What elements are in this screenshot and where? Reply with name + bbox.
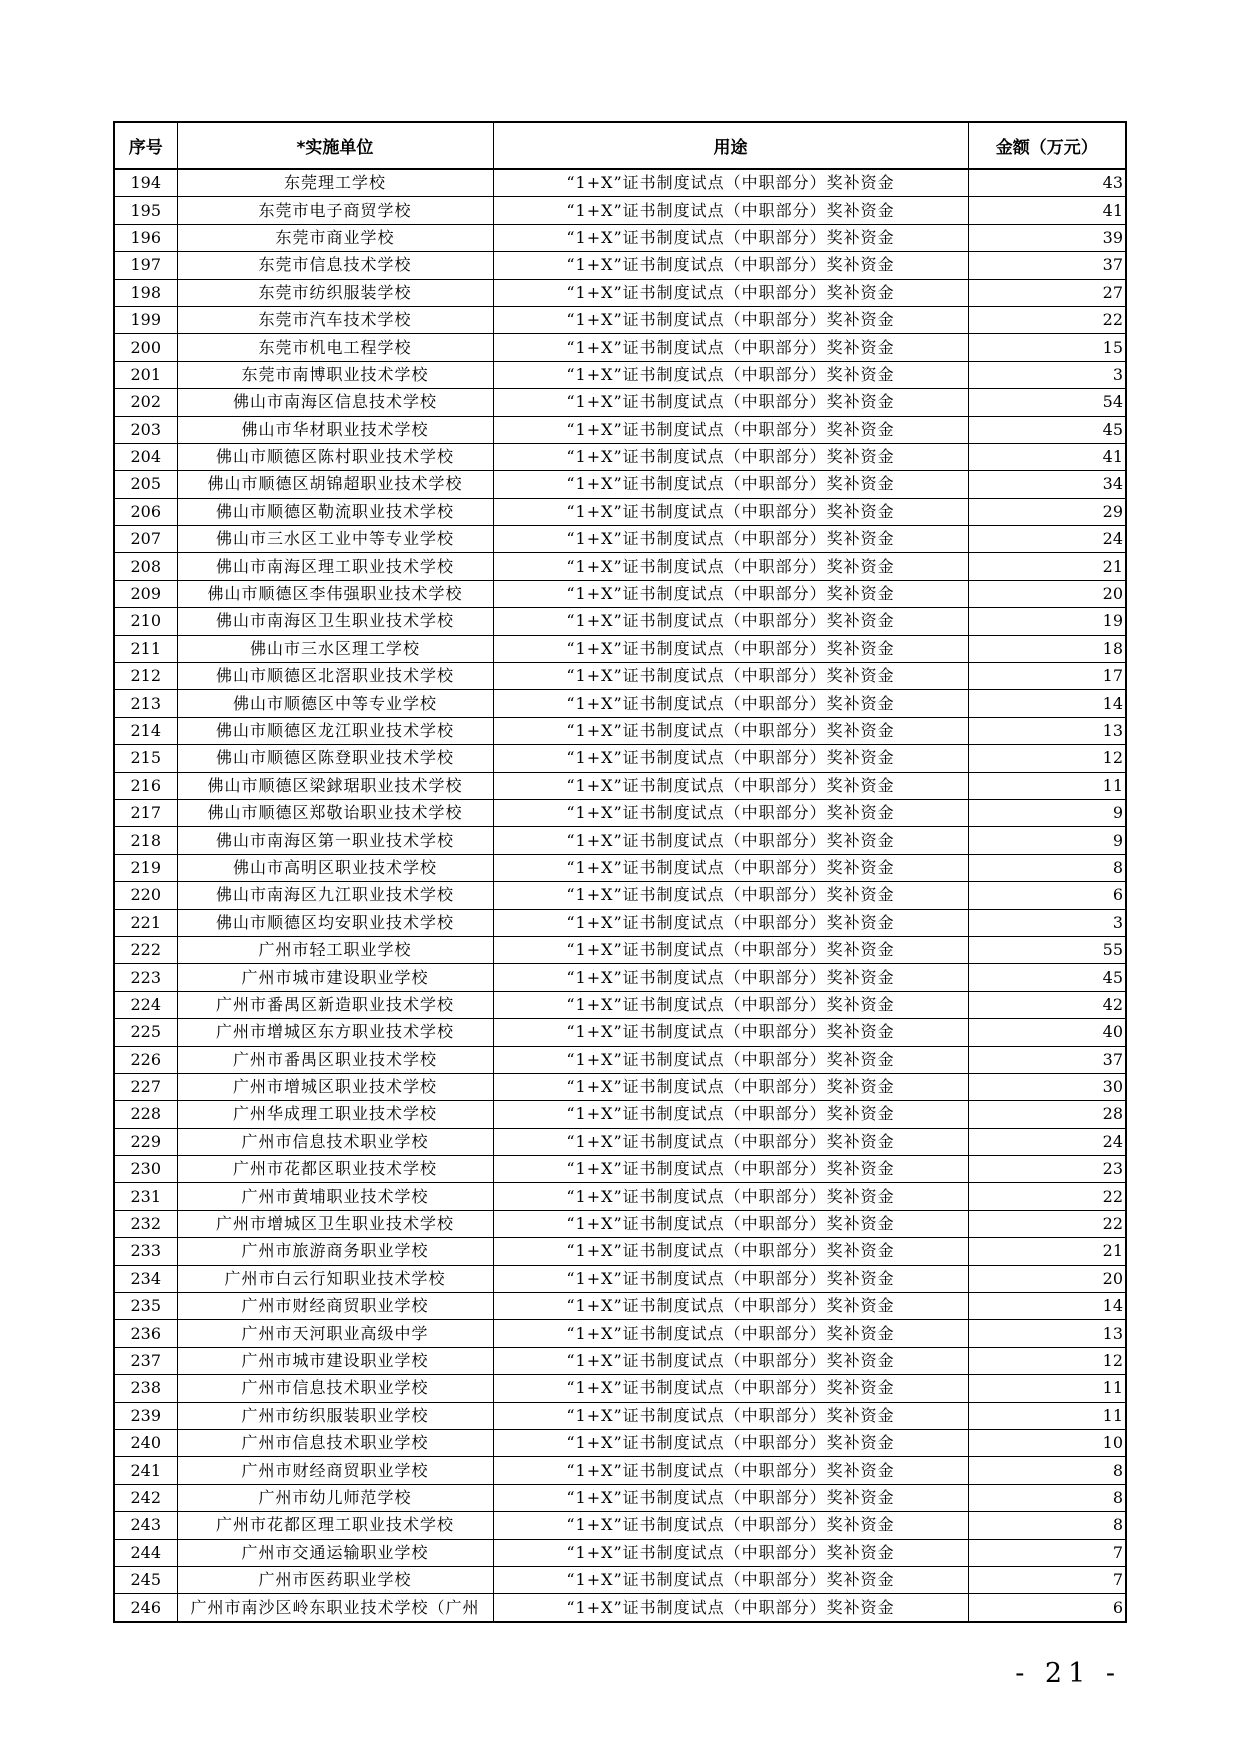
row-purpose: “1+X”证书制度试点（中职部分）奖补资金 (493, 1375, 968, 1402)
row-serial-number: 231 (114, 1183, 177, 1210)
row-implementing-unit: 佛山市南海区信息技术学校 (177, 389, 493, 416)
row-purpose: “1+X”证书制度试点（中职部分）奖补资金 (493, 498, 968, 525)
row-purpose: “1+X”证书制度试点（中职部分）奖补资金 (493, 1402, 968, 1429)
row-serial-number: 246 (114, 1594, 177, 1622)
row-implementing-unit: 广州市城市建设职业学校 (177, 1347, 493, 1374)
row-serial-number: 234 (114, 1265, 177, 1292)
allocation-table (113, 121, 1127, 1623)
row-purpose: “1+X”证书制度试点（中职部分）奖补资金 (493, 854, 968, 881)
row-serial-number: 242 (114, 1484, 177, 1511)
row-serial-number: 232 (114, 1210, 177, 1237)
row-amount: 22 (968, 1210, 1126, 1237)
row-serial-number: 235 (114, 1293, 177, 1320)
row-serial-number: 215 (114, 745, 177, 772)
row-serial-number: 230 (114, 1156, 177, 1183)
row-amount: 10 (968, 1429, 1126, 1456)
row-amount: 11 (968, 772, 1126, 799)
row-implementing-unit: 佛山市顺德区龙江职业技术学校 (177, 717, 493, 744)
row-amount: 19 (968, 608, 1126, 635)
row-implementing-unit: 东莞市商业学校 (177, 224, 493, 251)
row-amount: 8 (968, 1512, 1126, 1539)
row-implementing-unit: 东莞市汽车技术学校 (177, 306, 493, 333)
table-row (114, 306, 1126, 333)
row-implementing-unit: 广州市财经商贸职业学校 (177, 1457, 493, 1484)
row-purpose: “1+X”证书制度试点（中职部分）奖补资金 (493, 279, 968, 306)
table-row (114, 1210, 1126, 1237)
row-implementing-unit: 东莞市南博职业技术学校 (177, 361, 493, 388)
row-amount: 29 (968, 498, 1126, 525)
row-implementing-unit: 佛山市顺德区均安职业技术学校 (177, 909, 493, 936)
row-serial-number: 241 (114, 1457, 177, 1484)
row-amount: 8 (968, 1457, 1126, 1484)
row-implementing-unit: 广州市信息技术职业学校 (177, 1375, 493, 1402)
row-purpose: “1+X”证书制度试点（中职部分）奖补资金 (493, 827, 968, 854)
row-amount: 7 (968, 1566, 1126, 1593)
row-serial-number: 227 (114, 1073, 177, 1100)
row-purpose: “1+X”证书制度试点（中职部分）奖补资金 (493, 772, 968, 799)
row-implementing-unit: 佛山市顺德区郑敬诒职业技术学校 (177, 799, 493, 826)
row-purpose: “1+X”证书制度试点（中职部分）奖补资金 (493, 1210, 968, 1237)
row-serial-number: 228 (114, 1101, 177, 1128)
row-amount: 54 (968, 389, 1126, 416)
header-implementing-unit: *实施单位 (177, 122, 493, 169)
row-implementing-unit: 广州市幼儿师范学校 (177, 1484, 493, 1511)
row-amount: 27 (968, 279, 1126, 306)
table-row (114, 1484, 1126, 1511)
table-row (114, 1402, 1126, 1429)
row-purpose: “1+X”证书制度试点（中职部分）奖补资金 (493, 1156, 968, 1183)
row-serial-number: 199 (114, 306, 177, 333)
table-row (114, 1073, 1126, 1100)
row-implementing-unit: 广州市信息技术职业学校 (177, 1128, 493, 1155)
row-serial-number: 201 (114, 361, 177, 388)
row-purpose: “1+X”证书制度试点（中职部分）奖补资金 (493, 306, 968, 333)
row-implementing-unit: 东莞理工学校 (177, 169, 493, 197)
row-implementing-unit: 广州市旅游商务职业学校 (177, 1238, 493, 1265)
table-row (114, 827, 1126, 854)
header-purpose: 用途 (493, 122, 968, 169)
row-serial-number: 226 (114, 1046, 177, 1073)
row-amount: 55 (968, 936, 1126, 963)
table-row (114, 745, 1126, 772)
row-implementing-unit: 东莞市机电工程学校 (177, 334, 493, 361)
row-purpose: “1+X”证书制度试点（中职部分）奖补资金 (493, 663, 968, 690)
row-implementing-unit: 广州市增城区职业技术学校 (177, 1073, 493, 1100)
table-row (114, 1183, 1126, 1210)
row-serial-number: 216 (114, 772, 177, 799)
row-purpose: “1+X”证书制度试点（中职部分）奖补资金 (493, 1183, 968, 1210)
row-serial-number: 197 (114, 252, 177, 279)
table-row (114, 1156, 1126, 1183)
table-row (114, 1293, 1126, 1320)
row-amount: 30 (968, 1073, 1126, 1100)
row-purpose: “1+X”证书制度试点（中职部分）奖补资金 (493, 443, 968, 470)
row-serial-number: 213 (114, 690, 177, 717)
row-implementing-unit: 广州市纺织服装职业学校 (177, 1402, 493, 1429)
row-purpose: “1+X”证书制度试点（中职部分）奖补资金 (493, 1566, 968, 1593)
row-implementing-unit: 佛山市华材职业技术学校 (177, 416, 493, 443)
row-purpose: “1+X”证书制度试点（中职部分）奖补资金 (493, 389, 968, 416)
row-serial-number: 237 (114, 1347, 177, 1374)
row-implementing-unit: 佛山市顺德区中等专业学校 (177, 690, 493, 717)
row-serial-number: 212 (114, 663, 177, 690)
table-row (114, 936, 1126, 963)
row-serial-number: 194 (114, 169, 177, 197)
row-amount: 3 (968, 361, 1126, 388)
row-implementing-unit: 广州市财经商贸职业学校 (177, 1293, 493, 1320)
row-implementing-unit: 东莞市纺织服装学校 (177, 279, 493, 306)
row-implementing-unit: 广州市增城区东方职业技术学校 (177, 1019, 493, 1046)
row-implementing-unit: 广州市番禺区新造职业技术学校 (177, 991, 493, 1018)
row-serial-number: 204 (114, 443, 177, 470)
row-implementing-unit: 广州华成理工职业技术学校 (177, 1101, 493, 1128)
table-row (114, 772, 1126, 799)
row-amount: 23 (968, 1156, 1126, 1183)
row-amount: 20 (968, 1265, 1126, 1292)
row-amount: 12 (968, 745, 1126, 772)
row-amount: 15 (968, 334, 1126, 361)
table-row (114, 498, 1126, 525)
row-implementing-unit: 广州市增城区卫生职业技术学校 (177, 1210, 493, 1237)
row-purpose: “1+X”证书制度试点（中职部分）奖补资金 (493, 1320, 968, 1347)
row-purpose: “1+X”证书制度试点（中职部分）奖补资金 (493, 991, 968, 1018)
row-amount: 8 (968, 854, 1126, 881)
row-implementing-unit: 佛山市三水区理工学校 (177, 635, 493, 662)
table-row (114, 1265, 1126, 1292)
row-implementing-unit: 佛山市南海区理工职业技术学校 (177, 553, 493, 580)
row-purpose: “1+X”证书制度试点（中职部分）奖补资金 (493, 1046, 968, 1073)
row-purpose: “1+X”证书制度试点（中职部分）奖补资金 (493, 882, 968, 909)
table-row (114, 471, 1126, 498)
row-implementing-unit: 佛山市顺德区勒流职业技术学校 (177, 498, 493, 525)
table-row (114, 224, 1126, 251)
row-implementing-unit: 佛山市顺德区陈村职业技术学校 (177, 443, 493, 470)
row-serial-number: 210 (114, 608, 177, 635)
row-implementing-unit: 广州市黄埔职业技术学校 (177, 1183, 493, 1210)
table-row (114, 169, 1126, 197)
row-purpose: “1+X”证书制度试点（中职部分）奖补资金 (493, 799, 968, 826)
row-serial-number: 245 (114, 1566, 177, 1593)
row-amount: 20 (968, 580, 1126, 607)
table-row (114, 1347, 1126, 1374)
row-serial-number: 243 (114, 1512, 177, 1539)
row-serial-number: 233 (114, 1238, 177, 1265)
row-purpose: “1+X”证书制度试点（中职部分）奖补资金 (493, 1101, 968, 1128)
row-purpose: “1+X”证书制度试点（中职部分）奖补资金 (493, 1484, 968, 1511)
row-amount: 9 (968, 799, 1126, 826)
table-row (114, 361, 1126, 388)
row-serial-number: 207 (114, 526, 177, 553)
row-amount: 13 (968, 717, 1126, 744)
row-amount: 41 (968, 443, 1126, 470)
table-row (114, 1457, 1126, 1484)
table-row (114, 389, 1126, 416)
row-implementing-unit: 佛山市南海区卫生职业技术学校 (177, 608, 493, 635)
row-amount: 11 (968, 1375, 1126, 1402)
row-serial-number: 205 (114, 471, 177, 498)
table-row (114, 964, 1126, 991)
row-amount: 6 (968, 1594, 1126, 1622)
row-implementing-unit: 佛山市顺德区李伟强职业技术学校 (177, 580, 493, 607)
row-purpose: “1+X”证书制度试点（中职部分）奖补资金 (493, 580, 968, 607)
row-amount: 7 (968, 1539, 1126, 1566)
row-serial-number: 238 (114, 1375, 177, 1402)
row-implementing-unit: 佛山市顺德区梁銶琚职业技术学校 (177, 772, 493, 799)
header-serial-number: 序号 (114, 122, 177, 169)
row-implementing-unit: 佛山市顺德区陈登职业技术学校 (177, 745, 493, 772)
row-implementing-unit: 广州市天河职业高级中学 (177, 1320, 493, 1347)
row-purpose: “1+X”证书制度试点（中职部分）奖补资金 (493, 1073, 968, 1100)
table-row (114, 799, 1126, 826)
table-row (114, 690, 1126, 717)
row-amount: 24 (968, 526, 1126, 553)
row-purpose: “1+X”证书制度试点（中职部分）奖补资金 (493, 1429, 968, 1456)
table-body (114, 169, 1126, 1622)
table-row (114, 635, 1126, 662)
row-purpose: “1+X”证书制度试点（中职部分）奖补资金 (493, 1238, 968, 1265)
row-purpose: “1+X”证书制度试点（中职部分）奖补资金 (493, 197, 968, 224)
row-serial-number: 220 (114, 882, 177, 909)
row-implementing-unit: 佛山市南海区九江职业技术学校 (177, 882, 493, 909)
row-amount: 9 (968, 827, 1126, 854)
row-implementing-unit: 广州市轻工职业学校 (177, 936, 493, 963)
row-purpose: “1+X”证书制度试点（中职部分）奖补资金 (493, 635, 968, 662)
row-amount: 13 (968, 1320, 1126, 1347)
row-amount: 14 (968, 1293, 1126, 1320)
row-serial-number: 202 (114, 389, 177, 416)
row-purpose: “1+X”证书制度试点（中职部分）奖补资金 (493, 169, 968, 197)
row-amount: 18 (968, 635, 1126, 662)
row-amount: 11 (968, 1402, 1126, 1429)
row-purpose: “1+X”证书制度试点（中职部分）奖补资金 (493, 608, 968, 635)
row-purpose: “1+X”证书制度试点（中职部分）奖补资金 (493, 1512, 968, 1539)
table-row (114, 580, 1126, 607)
row-implementing-unit: 广州市花都区职业技术学校 (177, 1156, 493, 1183)
row-purpose: “1+X”证书制度试点（中职部分）奖补资金 (493, 717, 968, 744)
row-amount: 14 (968, 690, 1126, 717)
table-row (114, 991, 1126, 1018)
table-row (114, 416, 1126, 443)
row-amount: 37 (968, 1046, 1126, 1073)
row-purpose: “1+X”证书制度试点（中职部分）奖补资金 (493, 334, 968, 361)
row-purpose: “1+X”证书制度试点（中职部分）奖补资金 (493, 553, 968, 580)
row-serial-number: 203 (114, 416, 177, 443)
table-row (114, 1128, 1126, 1155)
row-purpose: “1+X”证书制度试点（中职部分）奖补资金 (493, 964, 968, 991)
table-row (114, 1429, 1126, 1456)
table-row (114, 279, 1126, 306)
row-amount: 22 (968, 1183, 1126, 1210)
row-purpose: “1+X”证书制度试点（中职部分）奖补资金 (493, 526, 968, 553)
row-serial-number: 236 (114, 1320, 177, 1347)
row-amount: 39 (968, 224, 1126, 251)
header-amount: 金额（万元） (968, 122, 1126, 169)
row-purpose: “1+X”证书制度试点（中职部分）奖补资金 (493, 1265, 968, 1292)
table-row (114, 1238, 1126, 1265)
row-serial-number: 240 (114, 1429, 177, 1456)
row-serial-number: 195 (114, 197, 177, 224)
table-row (114, 1046, 1126, 1073)
table-row (114, 1512, 1126, 1539)
row-amount: 21 (968, 1238, 1126, 1265)
row-amount: 37 (968, 252, 1126, 279)
row-purpose: “1+X”证书制度试点（中职部分）奖补资金 (493, 1019, 968, 1046)
row-purpose: “1+X”证书制度试点（中职部分）奖补资金 (493, 1347, 968, 1374)
row-amount: 45 (968, 416, 1126, 443)
row-amount: 3 (968, 909, 1126, 936)
row-amount: 45 (968, 964, 1126, 991)
row-implementing-unit: 佛山市顺德区胡锦超职业技术学校 (177, 471, 493, 498)
row-implementing-unit: 东莞市信息技术学校 (177, 252, 493, 279)
table-row (114, 553, 1126, 580)
table-row (114, 1019, 1126, 1046)
row-serial-number: 219 (114, 854, 177, 881)
row-serial-number: 206 (114, 498, 177, 525)
table-row (114, 663, 1126, 690)
row-amount: 22 (968, 306, 1126, 333)
row-serial-number: 211 (114, 635, 177, 662)
table-row (114, 1594, 1126, 1622)
row-amount: 6 (968, 882, 1126, 909)
row-serial-number: 222 (114, 936, 177, 963)
row-purpose: “1+X”证书制度试点（中职部分）奖补资金 (493, 1539, 968, 1566)
table-row (114, 334, 1126, 361)
table-row (114, 197, 1126, 224)
row-implementing-unit: 佛山市南海区第一职业技术学校 (177, 827, 493, 854)
row-serial-number: 229 (114, 1128, 177, 1155)
table-row (114, 252, 1126, 279)
row-implementing-unit: 广州市信息技术职业学校 (177, 1429, 493, 1456)
row-amount: 8 (968, 1484, 1126, 1511)
row-purpose: “1+X”证书制度试点（中职部分）奖补资金 (493, 416, 968, 443)
row-serial-number: 225 (114, 1019, 177, 1046)
row-serial-number: 218 (114, 827, 177, 854)
table-row (114, 526, 1126, 553)
row-serial-number: 208 (114, 553, 177, 580)
row-amount: 12 (968, 1347, 1126, 1374)
row-implementing-unit: 广州市交通运输职业学校 (177, 1539, 493, 1566)
row-purpose: “1+X”证书制度试点（中职部分）奖补资金 (493, 936, 968, 963)
table-row (114, 909, 1126, 936)
table-row (114, 1320, 1126, 1347)
row-amount: 41 (968, 197, 1126, 224)
table-row (114, 443, 1126, 470)
row-amount: 42 (968, 991, 1126, 1018)
row-purpose: “1+X”证书制度试点（中职部分）奖补资金 (493, 1594, 968, 1622)
row-serial-number: 196 (114, 224, 177, 251)
row-amount: 21 (968, 553, 1126, 580)
row-serial-number: 239 (114, 1402, 177, 1429)
row-implementing-unit: 广州市花都区理工职业技术学校 (177, 1512, 493, 1539)
row-serial-number: 224 (114, 991, 177, 1018)
table-row (114, 1566, 1126, 1593)
row-implementing-unit: 东莞市电子商贸学校 (177, 197, 493, 224)
row-serial-number: 200 (114, 334, 177, 361)
row-purpose: “1+X”证书制度试点（中职部分）奖补资金 (493, 690, 968, 717)
row-amount: 28 (968, 1101, 1126, 1128)
row-purpose: “1+X”证书制度试点（中职部分）奖补资金 (493, 1457, 968, 1484)
row-purpose: “1+X”证书制度试点（中职部分）奖补资金 (493, 1293, 968, 1320)
row-purpose: “1+X”证书制度试点（中职部分）奖补资金 (493, 361, 968, 388)
table-row (114, 608, 1126, 635)
row-implementing-unit: 广州市医药职业学校 (177, 1566, 493, 1593)
row-implementing-unit: 佛山市顺德区北滘职业技术学校 (177, 663, 493, 690)
row-purpose: “1+X”证书制度试点（中职部分）奖补资金 (493, 909, 968, 936)
row-purpose: “1+X”证书制度试点（中职部分）奖补资金 (493, 1128, 968, 1155)
row-amount: 43 (968, 169, 1126, 197)
row-amount: 24 (968, 1128, 1126, 1155)
table-row (114, 717, 1126, 744)
table-header-row (114, 122, 1126, 169)
row-amount: 40 (968, 1019, 1126, 1046)
table-row (114, 854, 1126, 881)
row-purpose: “1+X”证书制度试点（中职部分）奖补资金 (493, 252, 968, 279)
row-implementing-unit: 广州市城市建设职业学校 (177, 964, 493, 991)
page-number: - 21 - (1015, 1658, 1121, 1689)
row-serial-number: 223 (114, 964, 177, 991)
row-serial-number: 198 (114, 279, 177, 306)
table-row (114, 882, 1126, 909)
table-row (114, 1539, 1126, 1566)
row-serial-number: 217 (114, 799, 177, 826)
row-purpose: “1+X”证书制度试点（中职部分）奖补资金 (493, 471, 968, 498)
row-implementing-unit: 广州市白云行知职业技术学校 (177, 1265, 493, 1292)
row-amount: 34 (968, 471, 1126, 498)
table-row (114, 1375, 1126, 1402)
row-implementing-unit: 佛山市三水区工业中等专业学校 (177, 526, 493, 553)
row-implementing-unit: 广州市番禺区职业技术学校 (177, 1046, 493, 1073)
row-purpose: “1+X”证书制度试点（中职部分）奖补资金 (493, 745, 968, 772)
row-purpose: “1+X”证书制度试点（中职部分）奖补资金 (493, 224, 968, 251)
row-serial-number: 214 (114, 717, 177, 744)
row-serial-number: 209 (114, 580, 177, 607)
row-implementing-unit: 佛山市高明区职业技术学校 (177, 854, 493, 881)
row-serial-number: 221 (114, 909, 177, 936)
row-serial-number: 244 (114, 1539, 177, 1566)
table-row (114, 1101, 1126, 1128)
row-amount: 17 (968, 663, 1126, 690)
row-implementing-unit: 广州市南沙区岭东职业技术学校（广州 (177, 1594, 493, 1622)
